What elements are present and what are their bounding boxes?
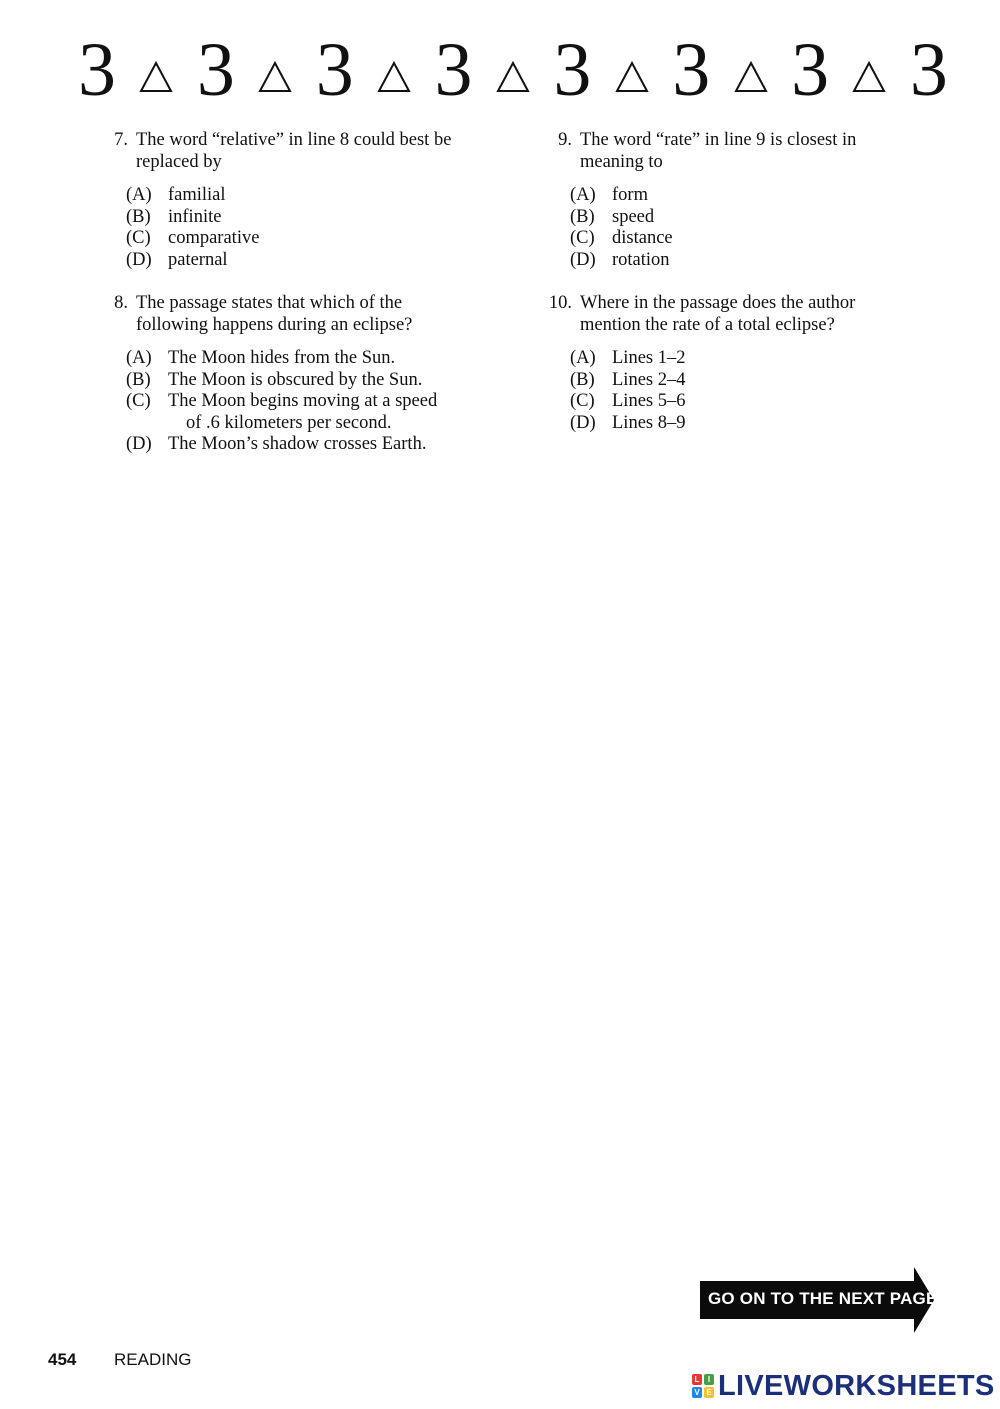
logo-tile: V [692,1387,702,1398]
page-number: 454 [48,1350,77,1369]
answer-option[interactable] [126,348,496,370]
option-text: speed [612,206,655,227]
option-text: of .6 kilometers per second. [186,412,392,433]
stem-line: following happens during an eclipse? [136,314,413,335]
question-9 [540,130,940,271]
question-number: 10. [548,293,572,313]
question-stem [136,293,496,336]
live-logo-icon [692,1374,714,1398]
option-text: Lines 5–6 [612,391,686,411]
answer-option[interactable] [126,434,496,456]
section-number: 3 [315,28,354,112]
logo-tile: E [704,1387,714,1398]
option-letter: (D) [126,434,152,454]
question-7 [96,130,496,271]
answer-option[interactable] [570,250,940,272]
answer-option[interactable] [570,228,940,250]
option-text: distance [612,228,673,248]
stem-line: mention the rate of a total eclipse? [580,314,835,335]
answer-option[interactable] [570,185,940,207]
answer-option[interactable] [570,207,940,229]
stem-line: The passage states that which of the [136,293,403,313]
triangle-icon [852,60,886,94]
option-letter: (C) [126,228,151,248]
option-letter: (B) [126,206,151,227]
option-text: familial [168,185,226,205]
section-number: 3 [553,28,592,112]
answer-option[interactable] [126,228,496,250]
option-text: Lines 8–9 [612,412,686,433]
option-text: The Moon is obscured by the Sun. [168,369,423,390]
option-text: rotation [612,249,670,270]
section-number: 3 [78,28,116,112]
question-number: 9. [558,130,572,150]
answer-option[interactable] [126,185,496,207]
section-title: READING [114,1350,192,1369]
triangle-icon [258,60,292,94]
stem-line: meaning to [580,151,663,172]
option-text: infinite [168,206,222,227]
answer-option[interactable] [126,370,496,392]
option-letter: (C) [126,391,151,411]
option-letter: (A) [126,185,152,205]
answer-options [570,185,940,271]
section-number: 3 [909,28,948,112]
option-text: form [612,185,648,205]
option-letter: (D) [126,249,152,270]
option-letter: (A) [570,185,596,205]
go-on-next-page-button[interactable] [700,1265,936,1335]
option-text: Lines 2–4 [612,369,686,390]
answer-option[interactable] [126,391,496,434]
answer-options [570,348,940,434]
section-number: 3 [196,28,235,112]
answer-option[interactable] [126,250,496,272]
answer-option[interactable] [570,348,940,370]
answer-options [126,348,496,456]
answer-option[interactable] [570,391,940,413]
triangle-icon [496,60,530,94]
option-letter: (D) [570,249,596,270]
answer-options [126,185,496,271]
option-letter: (B) [570,369,595,390]
logo-tile: L [692,1374,702,1385]
logo-tile: I [704,1374,714,1385]
option-text: The Moon’s shadow crosses Earth. [168,434,427,454]
option-letter: (D) [570,412,596,433]
option-text: paternal [168,249,228,270]
brand-name: LIVEWORKSHEETS [718,1369,995,1402]
section-number: 3 [791,28,830,112]
triangle-icon [377,60,411,94]
question-8 [96,293,496,456]
go-on-label: GO ON TO THE NEXT PAGE [708,1289,938,1308]
stem-line: The word “rate” in line 9 is closest in [580,130,857,150]
option-letter: (C) [570,391,595,411]
section-number: 3 [672,28,711,112]
answer-option[interactable] [126,207,496,229]
triangle-icon [734,60,768,94]
option-letter: (C) [570,228,595,248]
liveworksheets-logo [692,1369,995,1403]
option-letter: (B) [126,369,151,390]
option-text: The Moon begins moving at a speed [168,391,438,411]
option-text: Lines 1–2 [612,348,686,368]
question-stem [136,130,496,173]
option-text: The Moon hides from the Sun. [168,348,396,368]
option-text: comparative [168,228,260,248]
question-number: 7. [114,130,128,150]
answer-option[interactable] [570,370,940,392]
section-number: 3 [434,28,473,112]
stem-line: The word “relative” in line 8 could best be [136,130,452,150]
question-stem [580,293,940,336]
question-stem [580,130,940,173]
section-banner [78,30,948,110]
triangle-icon [139,60,173,94]
option-letter: (A) [570,348,596,368]
question-10 [540,293,940,434]
option-letter: (B) [570,206,595,227]
triangle-icon [615,60,649,94]
question-number: 8. [114,293,128,313]
stem-line: Where in the passage does the author [580,293,856,313]
answer-option[interactable] [570,413,940,435]
stem-line: replaced by [136,151,222,172]
option-letter: (A) [126,348,152,368]
